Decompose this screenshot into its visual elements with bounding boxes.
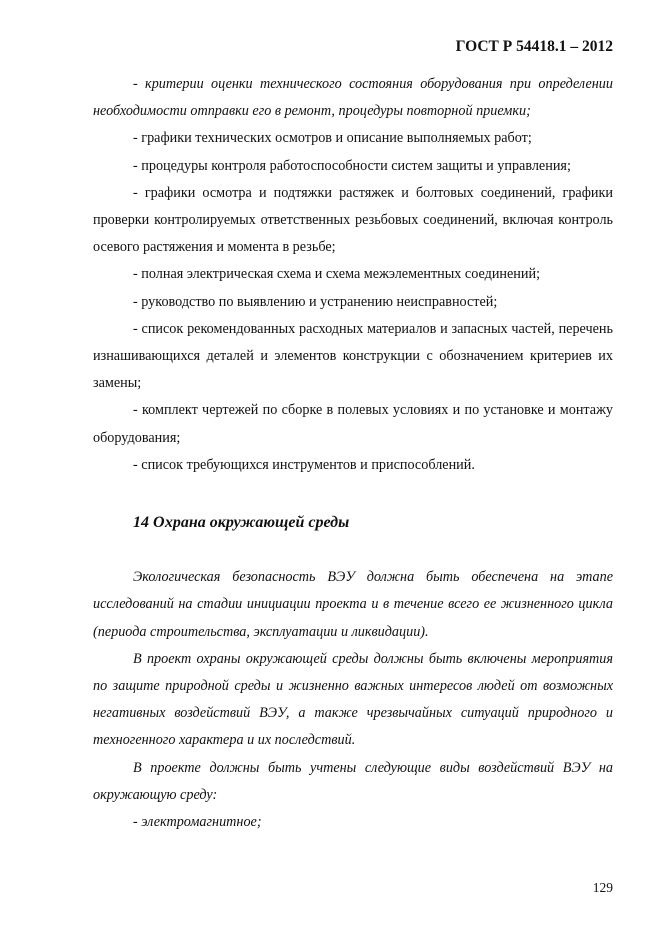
paragraph-impact-types: В проекте должны быть учтены следующие виды воздействий ВЭУ на окружающую среду: — [93, 759, 613, 803]
list-item-criteria: - критерии оценки технического состояния оборудования при определении необходимости отправки его в ремонт, процедуры повторной приемки; — [93, 76, 613, 120]
section-heading: 14 Охрана окружающей среды — [133, 514, 350, 532]
list-item-tools: - список требующихся инструментов и приспособлений. — [133, 456, 475, 473]
list-item-spare-parts: - список рекомендованных расходных материалов и запасных частей, перечень изнашивающихся деталей и элементов конструкции с обозначением критериев их замены; — [93, 320, 613, 392]
list-item-bolt-schedules: - графики осмотра и подтяжки растяжек и болтовых соединений, графики проверки контролируемых ответственных резьбовых соединений, включая контроль осевого растяжения и момента в резьбе; — [93, 184, 613, 256]
list-item-electrical-scheme: - полная электрическая схема и схема межэлементных соединений; — [133, 266, 541, 283]
list-item-electromagnetic: - электромагнитное; — [133, 814, 262, 831]
paragraph-protection-measures: В проект охраны окружающей среды должны быть включены мероприятия по защите природной среды и жизненно важных интересов людей от возможных негативных воздействий ВЭУ, а также чрезвычайных ситуаций природного и техногенного характера и их последствий. — [93, 650, 613, 749]
paragraph-ecological-safety: Экологическая безопасность ВЭУ должна быть обеспечена на этапе исследований на стадии инициации проекта и в течение всего ее жизненного цикла (периода строительства, эксплуатации и ликвидации). — [93, 569, 613, 640]
list-item-troubleshooting: - руководство по выявлению и устранению неисправностей; — [133, 293, 498, 310]
document-code-header: ГОСТ Р 54418.1 – 2012 — [455, 38, 613, 55]
list-item-inspection-schedules: - графики технических осмотров и описание выполняемых работ; — [133, 130, 532, 147]
list-item-protection-control: - процедуры контроля работоспособности систем защиты и управления; — [133, 157, 571, 174]
page-number: 129 — [592, 880, 613, 895]
page-body — [93, 71, 613, 836]
list-item-assembly-drawings: - комплект чертежей по сборке в полевых условиях и по установке и монтажу оборудования; — [93, 402, 613, 446]
